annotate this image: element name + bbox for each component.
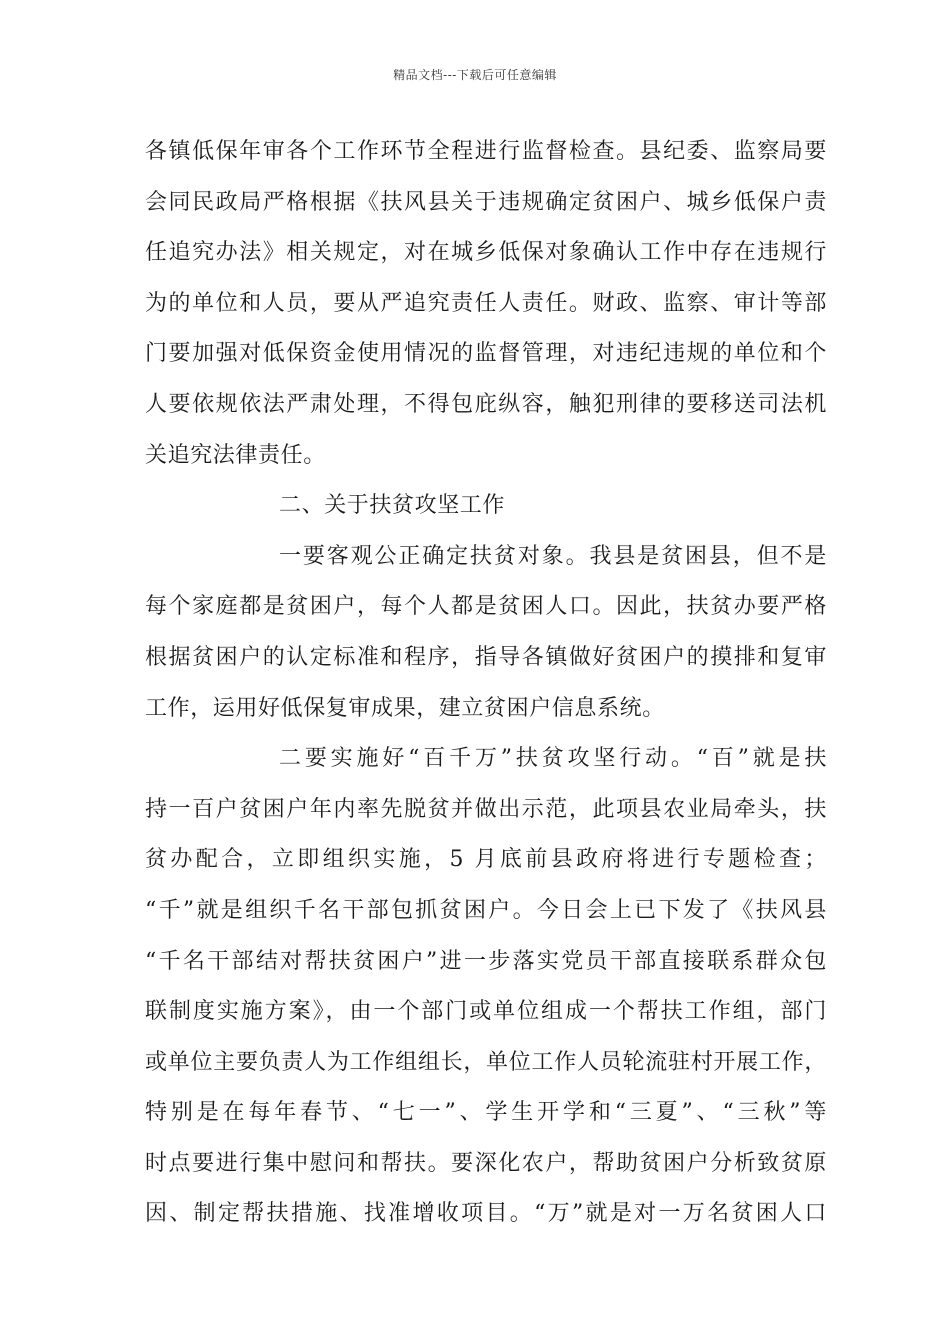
- body-line: 贫办配合，立即组织实施，5 月底前县政府将进行专题检查；: [145, 847, 827, 873]
- body-line: 一要客观公正确定扶贫对象。我县是贫困县，但不是: [279, 543, 827, 569]
- body-line: 为的单位和人员，要从严追究责任人责任。财政、监察、审计等部: [145, 290, 827, 316]
- body-line: 工作，运用好低保复审成果，建立贫困户信息系统。: [145, 695, 665, 721]
- page-header: 精品文档---下载后可任意编辑: [393, 68, 557, 82]
- body-line: 会同民政局严格根据《扶风县关于违规确定贫困户、城乡低保户责: [145, 189, 827, 215]
- body-line: 每个家庭都是贫困户，每个人都是贫困人口。因此，扶贫办要严格: [145, 594, 827, 620]
- document-body: [145, 130, 827, 1243]
- body-line: 任追究办法》相关规定，对在城乡低保对象确认工作中存在违规行: [145, 240, 827, 266]
- section-heading: 二、关于扶贫攻坚工作: [279, 493, 506, 519]
- body-line: 或单位主要负责人为工作组组长，单位工作人员轮流驻村开展工作，: [145, 1049, 827, 1075]
- body-line: 联制度实施方案》，由一个部门或单位组成一个帮扶工作组，部门: [145, 999, 827, 1025]
- body-line: “千名干部结对帮扶贫困户”进一步落实党员干部直接联系群众包: [145, 948, 827, 974]
- body-line: 二要实施好“百千万”扶贫攻坚行动。“百”就是扶: [279, 746, 827, 772]
- body-line: 门要加强对低保资金使用情况的监督管理，对违纪违规的单位和个: [145, 341, 827, 367]
- body-line: 根据贫困户的认定标准和程序，指导各镇做好贫困户的摸排和复审: [145, 644, 827, 670]
- body-line: 关追究法律责任。: [145, 442, 326, 468]
- body-line: 因、制定帮扶措施、找准增收项目。“万”就是对一万名贫困人口: [145, 1201, 827, 1227]
- body-line: 各镇低保年审各个工作环节全程进行监督检查。县纪委、监察局要: [145, 139, 827, 164]
- body-line: 持一百户贫困户年内率先脱贫并做出示范，此项县农业局牵头，扶: [145, 796, 827, 822]
- body-line: 人要依规依法严肃处理，不得包庇纵容，触犯刑律的要移送司法机: [145, 391, 827, 417]
- body-line: 时点要进行集中慰问和帮扶。要深化农户，帮助贫困户分析致贫原: [145, 1150, 827, 1176]
- body-line: “千”就是组织千名干部包抓贫困户。今日会上已下发了《扶风县: [145, 897, 827, 923]
- body-line: 特别是在每年春节、“七一”、学生开学和“三夏”、“三秋”等: [145, 1100, 827, 1126]
